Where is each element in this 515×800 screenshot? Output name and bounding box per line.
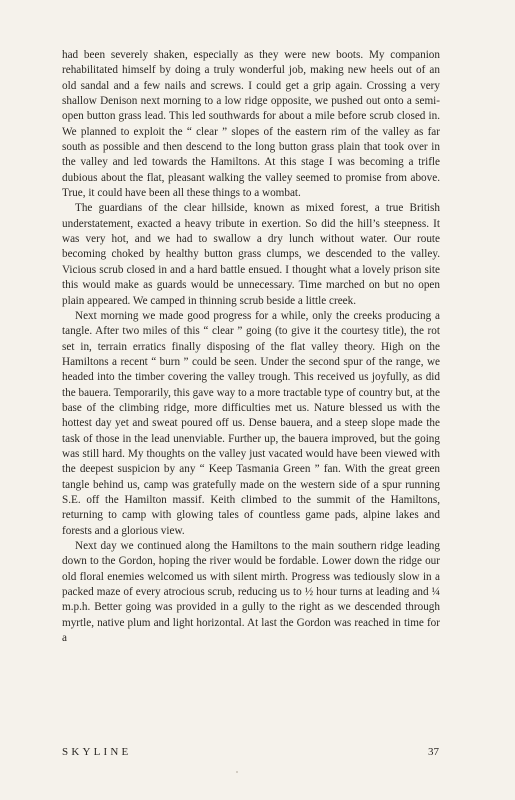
paragraph-2: The guardians of the clear hillside, known as mixed forest, a true British understatement, exacted a heavy tribute in exertion. So did the hill’s steepness. It was very hot, and we had to swallow a dry lunch without water. Our route becoming choked by healthy button grass clumps, we descended to the valley. Vicious scrub closed in and a hard battle ensued. I thought what a lovely prison site this would make as guards would be unnecessary. Time marched on but no open plain appeared. We camped in thinning scrub beside a little creek.: [62, 202, 440, 307]
running-footer-title: SKYLINE: [62, 746, 132, 758]
paragraph-3: Next morning we made good progress for a while, only the creeks producing a tangle. After two miles of this “ clear ” going (to give it the courtesy title), the rot set in, terrain erratics finally disposing of the flat valley theory. High on the Hamiltons a recent “ burn ” could be seen. Under the second spur of the range, we headed into the timber covering the valley trough. This received us joyfully, as did the bauera. Temporarily, this gave way to a more tractable type of country but, at the base of the climbing ridge, more difficulties met us. Nature blessed us with the hottest day yet and sweat poured off us. Dense bauera, and a steep slope made the task of those in the lead unenviable. Further up, the bauera improved, but the going was still hard. My thoughts on the valley just vacated would have been viewed with the deepest suspicion by any “ Keep Tasmania Green ” fan. With the great green tangle behind us, camp was gratefully made on the western side of a spur running S.E. off the Hamilton massif. Keith climbed to the summit of the Hamiltons, returning to camp with glowing tales of countless game pads, alpine lakes and forests and a glorious view.: [62, 309, 440, 537]
page-number: 37: [428, 746, 439, 758]
body-text: [62, 48, 440, 646]
paragraph-1: had been severely shaken, especially as they were new boots. My companion rehabilitated himself by doing a truly wonderful job, making new heels out of an old sandal and a few nails and screws. I could get a grip again. Crossing a very shallow Denison next morning to a low ridge opposite, we pushed out onto a semi-open button grass lead. This led southwards for about a mile before scrub closed in. We planned to exploit the “ clear ” slopes of the eastern rim of the valley as far south as possible and then descend to the long button grass plain that took over in the valley and led towards the Hamiltons. At this stage I was becoming a trifle dubious about the flat, pleasant walking the valley seemed to promise from above. True, it could have been all these things to a wombat.: [62, 49, 440, 200]
paragraph-4: Next day we continued along the Hamiltons to the main southern ridge leading down to the Gordon, hoping the river would be fordable. Lower down the ridge our old floral enemies welcomed us with silent mirth. Progress was tediously slow in a packed maze of every atrocious scrub, reducing us to ½ hour turns at leading and ¼ m.p.h. Better going was provided in a gully to the right as we descended through myrtle, native plum and light horizontal. At last the Gordon was reached in time for a: [62, 540, 440, 645]
paper-speck: [236, 771, 238, 773]
